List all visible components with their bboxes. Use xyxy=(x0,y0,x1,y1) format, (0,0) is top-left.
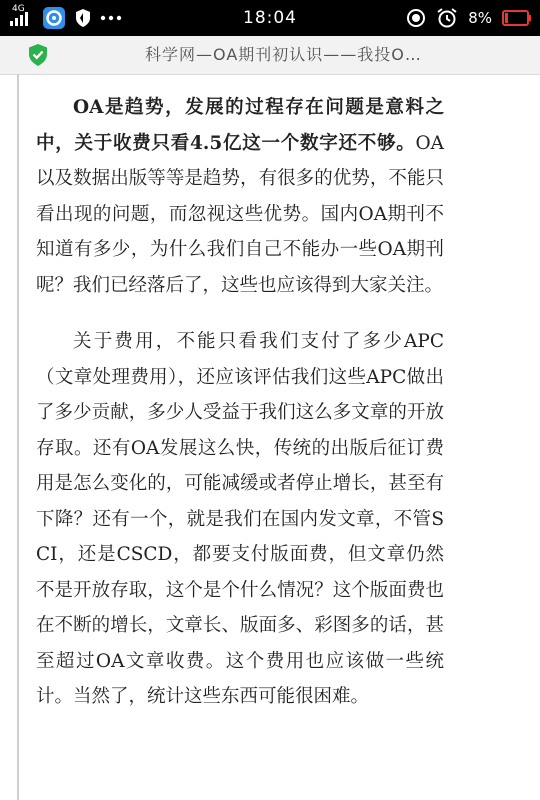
status-bar xyxy=(0,0,540,36)
title-bar xyxy=(0,36,540,75)
location-target-icon xyxy=(406,8,426,28)
page-title[interactable]: 科学网—OA期刊初认识——我投O… xyxy=(145,45,422,64)
paragraph-bold-lead: OA是趋势，发展的过程存在问题是意料之中，关于收费只看4.5亿这一个数字还不够。 xyxy=(36,97,444,154)
battery-percent: 8% xyxy=(468,9,492,27)
battery-low-icon xyxy=(502,9,532,27)
article-body xyxy=(36,90,444,715)
article-paragraph xyxy=(36,90,444,303)
clock: 18:04 xyxy=(243,8,297,28)
article-paragraph: 关于费用，不能只看我们支付了多少APC（文章处理费用），还应该评估我们这些APC做出了多少贡献，多少人受益于我们这么多文章的开放存取。还有OA发展这么快，传统的出版后征订费用是怎么变化的，可能减缓或者停止增长，甚至有下降？还有一个，就是我们在国内发文章，不管SCI，还是CSCD，都要支付版面费，但文章仍然不是开放存取，这个是个什么情况？这个版面费也在不断的增长，文章长、版面多、彩图多的话，甚至超过OA文章收费。这个费用也应该做一些统计。当然了，统计这些东西可能很困难。 xyxy=(36,331,444,707)
side-divider xyxy=(17,74,19,800)
network-type-label: 4G xyxy=(12,4,25,14)
paragraph-text: OA以及数据出版等等是趋势，有很多的优势，不能只看出现的问题，而忽视这些优势。国内OA期刊不知道有多少，为什么我们自己不能办一些OA期刊呢？我们已经落后了，这些也应该得到大家关注。 xyxy=(36,132,444,296)
secure-site-shield-icon[interactable] xyxy=(28,43,48,67)
alarm-clock-icon xyxy=(436,7,458,29)
